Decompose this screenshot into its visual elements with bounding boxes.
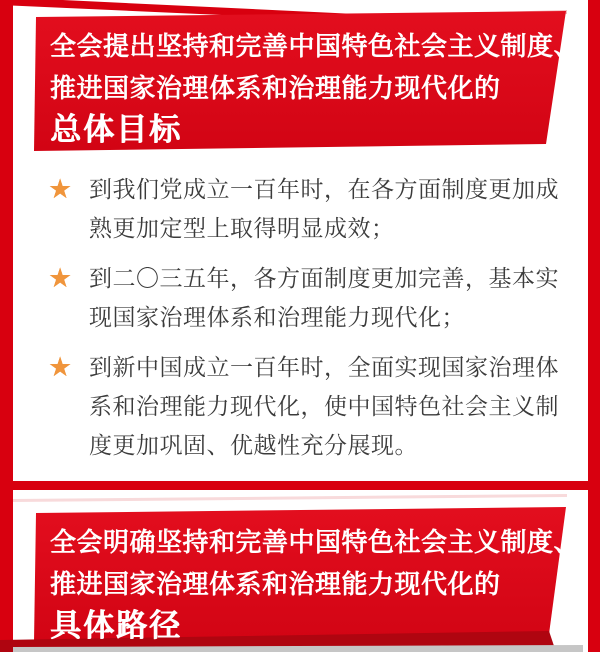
top-banner-title: 总体目标 <box>50 112 182 147</box>
top-banner <box>50 25 581 149</box>
bottom-banner-title: 具体路径 <box>50 608 182 643</box>
right-edge-strip <box>588 0 600 652</box>
goal-item <box>48 170 574 248</box>
bottom-banner <box>50 521 581 645</box>
star-icon: ★ <box>48 352 73 382</box>
star-icon: ★ <box>48 263 73 293</box>
bottom-hairline <box>13 494 567 502</box>
bottom-banner-line2: 推进国家治理体系和治理能力现代化的 <box>50 569 501 599</box>
goal-text: 到新中国成立一百年时，全面实现国家治理体系和治理能力现代化，使中国特色社会主义制度更加巩固、优越性充分展现。 <box>89 354 559 458</box>
star-icon: ★ <box>48 174 73 204</box>
section-divider-stripe <box>0 481 600 490</box>
top-banner-line1: 全会提出坚持和完善中国特色社会主义制度、 <box>50 31 581 61</box>
bottom-banner-line1: 全会明确坚持和完善中国特色社会主义制度、 <box>50 527 581 557</box>
goal-list <box>48 170 574 476</box>
goal-item <box>48 259 574 337</box>
top-banner-line2: 推进国家治理体系和治理能力现代化的 <box>50 73 501 103</box>
goal-text: 到我们党成立一百年时，在各方面制度更加成熟更加定型上取得明显成效； <box>89 176 559 241</box>
goal-item <box>48 348 574 465</box>
left-edge-strip <box>0 0 13 652</box>
goal-text: 到二〇三五年，各方面制度更加完善，基本实现国家治理体系和治理能力现代化； <box>89 265 559 330</box>
